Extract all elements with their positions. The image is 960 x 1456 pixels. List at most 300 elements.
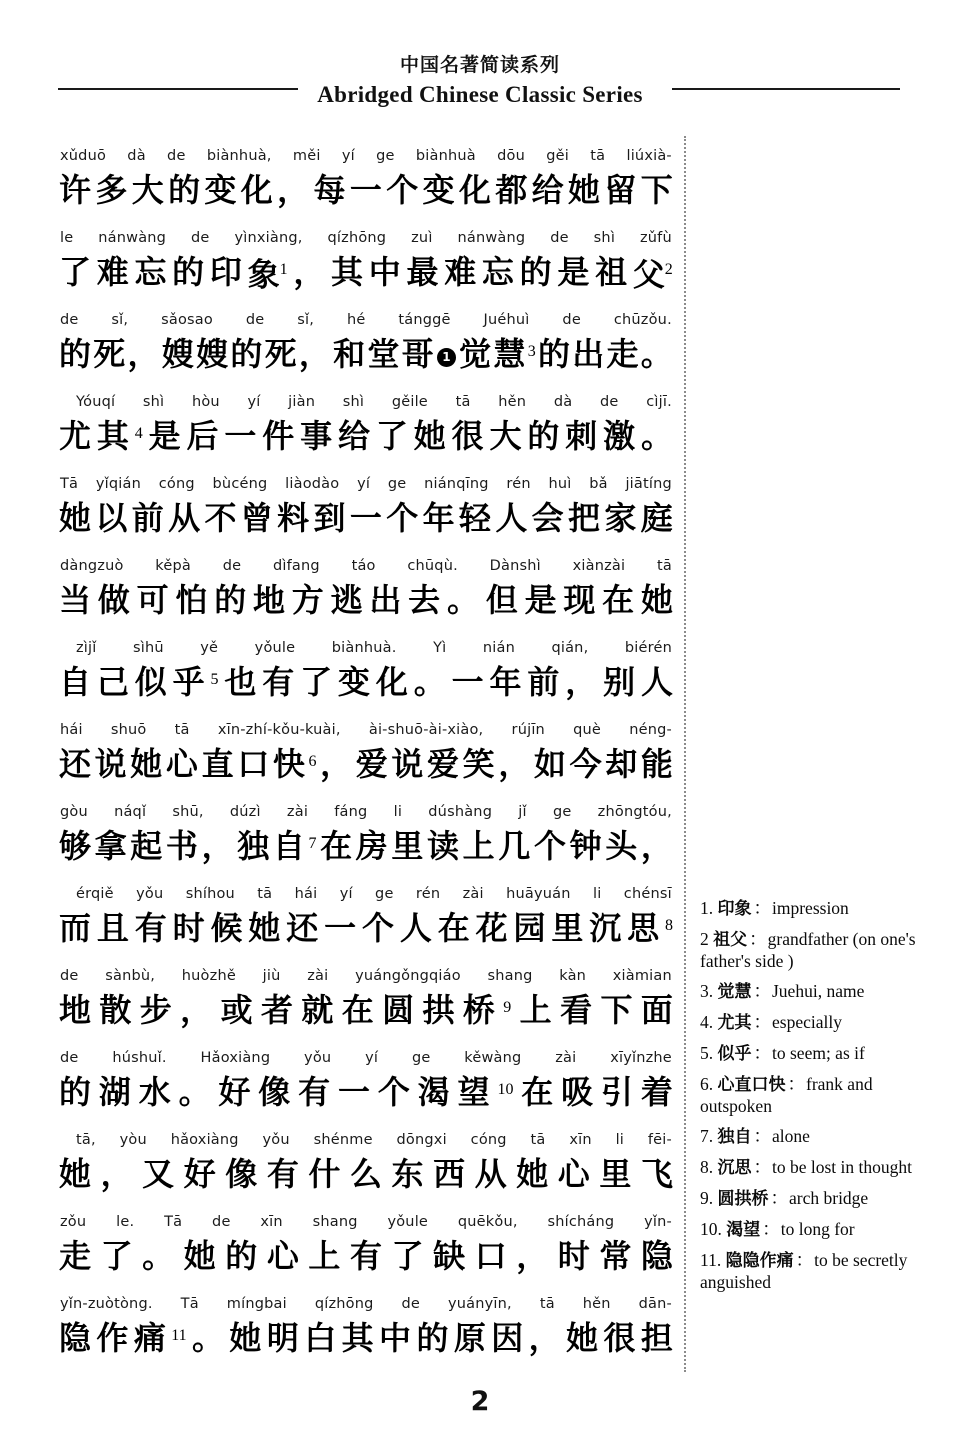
hanzi-char: 出 (572, 335, 605, 373)
hanzi-char: 痛 (133, 1319, 166, 1357)
pinyin-token: yí (341, 148, 355, 164)
hanzi-row (58, 492, 674, 544)
pinyin-token: Juéhuì (483, 312, 530, 328)
hanzi-char: 许 (59, 171, 92, 209)
hanzi-char: 是 (557, 253, 590, 291)
hanzi-char: 不 (204, 499, 237, 537)
pinyin-row (58, 304, 674, 328)
text-line (58, 550, 674, 632)
pinyin-row (58, 960, 674, 984)
hanzi-char: 她 (248, 909, 281, 947)
hanzi-char: 笑 (462, 745, 495, 783)
hanzi-char: 做 (97, 581, 130, 619)
glossary-number: 4. (700, 1012, 714, 1032)
pinyin-token: xīn (569, 1132, 592, 1148)
text-line (58, 304, 674, 386)
hanzi-char: ， (565, 663, 598, 701)
pinyin-row (58, 550, 674, 574)
hanzi-char: 从 (168, 499, 201, 537)
hanzi-char: 望 (457, 1073, 490, 1111)
pinyin-token: chūqù. (407, 558, 458, 574)
pinyin-token: rújīn (511, 722, 545, 738)
hanzi-char: 头 (605, 827, 638, 865)
hanzi-char: 时 (172, 909, 205, 947)
hanzi-char: 其 (341, 1319, 374, 1357)
pinyin-token: cóng (158, 476, 195, 492)
glossary-definition: Juehui, name (772, 981, 865, 1001)
glossary-term: 印象 (717, 899, 752, 919)
hanzi-char: 尤 (59, 417, 92, 455)
hanzi-char: 她 (413, 417, 446, 455)
hanzi-char: 原 (453, 1319, 486, 1357)
pinyin-token: xiàmian (612, 968, 672, 984)
hanzi-char: 书 (165, 827, 198, 865)
pinyin-token: quēkǒu, (457, 1214, 518, 1230)
hanzi-char: 散 (99, 991, 132, 1029)
pinyin-token: sǐ, (297, 312, 315, 328)
hanzi-char: ， (528, 1319, 561, 1357)
series-title-english: Abridged Chinese Classic Series (317, 82, 643, 107)
hanzi-row (58, 246, 674, 298)
pinyin-token: biànhuà, (206, 148, 272, 164)
hanzi-char: 似 (134, 663, 167, 701)
hanzi-char: 说 (391, 745, 424, 783)
hanzi-char: 是 (148, 417, 181, 455)
footnote-marker: 4 (134, 424, 143, 442)
pinyin-token: le (60, 230, 74, 246)
hanzi-char: 家 (604, 499, 637, 537)
pinyin-token: ge (376, 148, 395, 164)
hanzi-char: 会 (531, 499, 564, 537)
pinyin-token: yǒule (387, 1214, 429, 1230)
pinyin-token: yǐn- (644, 1214, 672, 1230)
hanzi-char: 的 (168, 171, 201, 209)
glossary-item (700, 1188, 922, 1210)
pinyin-token: xiànzài (572, 558, 626, 574)
hanzi-char: 去 (408, 581, 441, 619)
hanzi-char: 隐 (59, 1319, 92, 1357)
hanzi-char (308, 739, 316, 790)
glossary-separator: ： (787, 1074, 805, 1094)
hanzi-char: 难 (444, 253, 477, 291)
hanzi-char: 隐 (640, 1237, 673, 1275)
pinyin-token: ge (387, 476, 407, 492)
hanzi-char: 的 (537, 335, 570, 373)
glossary-number: 7. (700, 1126, 714, 1146)
glossary-item (700, 1043, 922, 1065)
hanzi-char: 里 (599, 1155, 632, 1193)
pinyin-token: Tā (60, 476, 79, 492)
hanzi-char: 爱 (355, 745, 388, 783)
hanzi-char: 年 (422, 499, 455, 537)
footnote-marker: 9 (503, 998, 512, 1016)
hanzi-char: 且 (96, 909, 129, 947)
hanzi-char: 变 (422, 171, 455, 209)
glossary-separator: ： (770, 1188, 788, 1208)
glossary-item (700, 1012, 922, 1034)
pinyin-token: yìnxiàng, (234, 230, 303, 246)
glossary-item (700, 1219, 922, 1241)
pinyin-token: gěile (391, 394, 428, 410)
hanzi-char: 堂 (367, 335, 400, 373)
pinyin-token: hé (346, 312, 366, 328)
glossary-separator: ： (762, 1219, 780, 1239)
hanzi-char: ， (127, 335, 160, 373)
pinyin-token: zuì (411, 230, 433, 246)
glossary-definition: to be lost in thought (772, 1157, 912, 1177)
pinyin-token: sǎosao (161, 312, 213, 328)
hanzi-char: 步 (139, 991, 172, 1029)
pinyin-token: niánqīng (424, 476, 489, 492)
hanzi-char: 够 (59, 827, 92, 865)
hanzi-char: 明 (266, 1319, 299, 1357)
pinyin-token: sìhū (133, 640, 164, 656)
glossary-term: 沉思 (717, 1158, 752, 1178)
hanzi-char: 。 (178, 1073, 211, 1111)
pinyin-token: néng- (629, 722, 672, 738)
pinyin-token: de (167, 148, 186, 164)
hanzi-char: 人 (495, 499, 528, 537)
hanzi-char: 有 (134, 909, 167, 947)
hanzi-char: 件 (262, 417, 295, 455)
hanzi-char: 她 (640, 581, 673, 619)
glossary-item (700, 1126, 922, 1148)
footnote-marker: 11 (171, 1326, 187, 1344)
hanzi-char: 爱 (427, 745, 460, 783)
hanzi-char: 每 (313, 171, 346, 209)
pinyin-token: zìjǐ (76, 640, 97, 656)
pinyin-token: shì (593, 230, 616, 246)
pinyin-token: shíhou (185, 886, 235, 902)
hanzi-char: 能 (640, 745, 673, 783)
glossary-definition: impression (772, 898, 849, 918)
hanzi-char: 在 (437, 909, 470, 947)
hanzi-char: 怕 (175, 581, 208, 619)
hanzi-char: 逃 (330, 581, 363, 619)
pinyin-token: yuányīn, (447, 1296, 512, 1312)
hanzi-char: 而 (59, 909, 92, 947)
hanzi-char: 嫂 (196, 335, 229, 373)
pinyin-token: xǔduō (60, 148, 107, 164)
text-line (58, 386, 674, 468)
hanzi-char (308, 821, 316, 872)
glossary-number: 1. (700, 898, 714, 918)
pinyin-token: qízhōng (327, 230, 387, 246)
hanzi-row (58, 1066, 674, 1118)
pinyin-token: yǒu (136, 886, 164, 902)
hanzi-char: 别 (603, 663, 636, 701)
pinyin-token: dōu (497, 148, 525, 164)
hanzi-char: 激 (603, 417, 636, 455)
hanzi-char (665, 903, 673, 954)
text-line (58, 1206, 674, 1288)
pinyin-token: dúshàng (428, 804, 493, 820)
hanzi-char (171, 1313, 186, 1364)
pinyin-token: hěn (498, 394, 527, 410)
pinyin-token: nánwàng (457, 230, 526, 246)
hanzi-char: 前 (131, 499, 164, 537)
hanzi-char: 说 (94, 745, 127, 783)
hanzi-char: 她 (516, 1155, 549, 1193)
hanzi-char: 口 (474, 1237, 507, 1275)
pinyin-token: biànhuà (415, 148, 476, 164)
glossary-term: 觉慧 (717, 982, 752, 1002)
pinyin-token: kàn (559, 968, 587, 984)
pinyin-token: zài (286, 804, 309, 820)
hanzi-char: 象$^1$ (247, 255, 288, 294)
hanzi-char: ， (201, 827, 234, 865)
pinyin-token: kěpà (155, 558, 191, 574)
pinyin-row (58, 878, 674, 902)
glossary-separator: ： (749, 929, 767, 949)
pinyin-token: xīyǐnzhe (610, 1050, 672, 1066)
hanzi-char: 曾 (240, 499, 273, 537)
pinyin-token: Tā (164, 1214, 183, 1230)
footnote-marker: 3 (527, 342, 536, 360)
hanzi-char: 中 (368, 253, 401, 291)
pinyin-row (58, 140, 674, 164)
pinyin-token: ge (375, 886, 394, 902)
pinyin-token: biànhuà. (331, 640, 397, 656)
hanzi-char: 出 (369, 581, 402, 619)
pinyin-token: yǒu (304, 1050, 332, 1066)
hanzi-char: 钟 (569, 827, 602, 865)
hanzi-char: 中 (379, 1319, 412, 1357)
glossary-separator: ： (753, 981, 771, 1001)
hanzi-char: 难 (96, 253, 129, 291)
hanzi-char: 作 (96, 1319, 129, 1357)
pinyin-row (58, 714, 674, 738)
pinyin-token: Yì (433, 640, 447, 656)
hanzi-char: 常 (599, 1237, 632, 1275)
pinyin-row (58, 1042, 674, 1066)
pinyin-row (58, 222, 674, 246)
hanzi-char: 一 (324, 909, 357, 947)
pinyin-token: hòu (191, 394, 220, 410)
hanzi-char: 她 (229, 1319, 262, 1357)
hanzi-char: 者 (260, 991, 293, 1029)
hanzi-char: 读 (427, 827, 460, 865)
text-line (58, 714, 674, 796)
pinyin-token: jiātíng (625, 476, 672, 492)
hanzi-char: ， (293, 253, 326, 291)
glossary-number: 10. (700, 1219, 722, 1239)
hanzi-char: 拿 (94, 827, 127, 865)
hanzi-char: 房 (355, 827, 388, 865)
hanzi-char: 死 (93, 335, 126, 373)
hanzi-char: 心 (165, 745, 198, 783)
glossary-term: 圆拱桥 (717, 1189, 769, 1209)
pinyin-row (58, 1124, 674, 1148)
pinyin-token: Yóuqí (76, 394, 116, 410)
pinyin-token: shì (342, 394, 365, 410)
glossary-term: 心直口快 (717, 1075, 786, 1095)
pinyin-token: liàodào (285, 476, 340, 492)
hanzi-char: 一 (349, 171, 382, 209)
hanzi-char: 有 (349, 1237, 382, 1275)
hanzi-char: 一 (224, 417, 257, 455)
text-line (58, 960, 674, 1042)
header-titles (0, 52, 960, 110)
hanzi-char: 。 (142, 1237, 175, 1275)
glossary-term: 尤其 (717, 1013, 752, 1033)
hanzi-char: 前 (527, 663, 560, 701)
hanzi-char: 慧 (493, 335, 526, 373)
pinyin-token: bùcéng (212, 476, 268, 492)
text-line (58, 632, 674, 714)
glossary-number: 8. (700, 1157, 714, 1177)
pinyin-token: xīn-zhí-kǒu-kuài, (217, 722, 341, 738)
hanzi-char: 当 (59, 581, 92, 619)
hanzi-char: 有 (262, 663, 295, 701)
hanzi-char: 大 (131, 171, 164, 209)
glossary-definition: especially (772, 1012, 842, 1032)
hanzi-char: 担 (640, 1319, 673, 1357)
hanzi-char: 地 (252, 581, 285, 619)
hanzi-char: 料 (277, 499, 310, 537)
hanzi-char: 父$^2$ (632, 255, 673, 294)
pinyin-token: de (222, 558, 242, 574)
hanzi-char: 或 (220, 991, 253, 1029)
hanzi-char: 己 (96, 663, 129, 701)
hanzi-char (135, 411, 143, 462)
hanzi-char: 心 (266, 1237, 299, 1275)
hanzi-char: 把 (568, 499, 601, 537)
text-line (58, 878, 674, 960)
hanzi-char: 到 (313, 499, 346, 537)
hanzi-char: 上 (462, 827, 495, 865)
hanzi-char: 个 (533, 827, 566, 865)
pinyin-token: hái (60, 722, 83, 738)
pinyin-token: de (212, 1214, 231, 1230)
hanzi-char: ， (180, 991, 213, 1029)
pinyin-token: tā (539, 1296, 555, 1312)
hanzi-char: 像 (225, 1155, 258, 1193)
hanzi-char: 的 (225, 1237, 258, 1275)
hanzi-char: 有 (266, 1155, 299, 1193)
hanzi-char: 她 (59, 499, 92, 537)
pinyin-token: nánwàng (98, 230, 167, 246)
text-line (58, 140, 674, 222)
hanzi-char: 嫂 (161, 335, 194, 373)
pinyin-token: tā (455, 394, 471, 410)
hanzi-char: 她 (183, 1237, 216, 1275)
pinyin-row (58, 1206, 674, 1230)
text-line (58, 468, 674, 550)
hanzi-row (58, 1148, 674, 1200)
pinyin-token: gòu (60, 804, 88, 820)
hanzi-char: 好 (218, 1073, 251, 1111)
pinyin-token: de (550, 230, 569, 246)
hanzi-char: 的 (59, 1073, 92, 1111)
glossary-term: 似乎 (717, 1044, 752, 1064)
hanzi-char: 在 (602, 581, 635, 619)
pinyin-token: dúzì (229, 804, 261, 820)
pinyin-token: ge (411, 1050, 431, 1066)
pinyin-token: qián, (551, 640, 589, 656)
pinyin-token: cìjī. (646, 394, 672, 410)
hanzi-char: 吸 (561, 1073, 594, 1111)
pinyin-token: nián (482, 640, 515, 656)
hanzi-char: 乎 (172, 663, 205, 701)
pinyin-token: míngbai (226, 1296, 287, 1312)
hanzi-char: 在 (341, 991, 374, 1029)
hanzi-char: ， (320, 745, 353, 783)
hanzi-char: 自 (272, 827, 305, 865)
text-line (58, 1124, 674, 1206)
pinyin-row (58, 796, 674, 820)
pinyin-token: yǒu (262, 1132, 290, 1148)
hanzi-char: 忘 (134, 253, 167, 291)
text-line (58, 1288, 674, 1370)
hanzi-char: 和 (333, 335, 366, 373)
glossary-item (700, 898, 922, 920)
pinyin-token: què (573, 722, 602, 738)
pinyin-token: yǐqián (95, 476, 142, 492)
pinyin-token: hěn (582, 1296, 611, 1312)
hanzi-char: 印 (209, 253, 242, 291)
hanzi-char: 地 (59, 991, 92, 1029)
footnote-marker: 5 (210, 670, 219, 688)
pinyin-token: li (615, 1132, 625, 1148)
hanzi-char: 湖 (98, 1073, 131, 1111)
pinyin-token: xīn (260, 1214, 283, 1230)
hanzi-char (528, 329, 536, 380)
pinyin-token: yí (365, 1050, 379, 1066)
pinyin-token: shénme (313, 1132, 373, 1148)
pinyin-token: de (245, 312, 265, 328)
hanzi-char: ， (298, 335, 331, 373)
pinyin-row (58, 632, 674, 656)
hanzi-char: 也 (224, 663, 257, 701)
glossary-item (700, 1074, 922, 1117)
glossary-separator: ： (753, 1043, 771, 1063)
hanzi-char: 方 (291, 581, 324, 619)
glossary-item (700, 1250, 922, 1293)
column-divider (684, 136, 686, 1372)
hanzi-char: 从 (474, 1155, 507, 1193)
pinyin-token: dān- (638, 1296, 672, 1312)
glossary-separator: ： (753, 898, 771, 918)
pinyin-token: ài-shuō-ài-xiào, (368, 722, 484, 738)
hanzi-char: 人 (640, 663, 673, 701)
hanzi-char: 。 (446, 581, 479, 619)
pinyin-token: liúxià- (626, 148, 672, 164)
hanzi-char: 事 (300, 417, 333, 455)
pinyin-token: le. (116, 1214, 135, 1230)
hanzi-char: 了 (300, 663, 333, 701)
hanzi-char: ， (277, 171, 310, 209)
pinyin-token: yòu (119, 1132, 147, 1148)
pinyin-token: qízhōng (314, 1296, 374, 1312)
hanzi-char: 里 (391, 827, 424, 865)
pinyin-token: de (191, 230, 210, 246)
hanzi-char: 现 (563, 581, 596, 619)
hanzi-char: 下 (600, 991, 633, 1029)
glossary-number: 11. (700, 1250, 722, 1270)
hanzi-char: 忘 (481, 253, 514, 291)
pinyin-token: zài (555, 1050, 577, 1066)
hanzi-char: 其 (96, 417, 129, 455)
pinyin-token: yí (357, 476, 371, 492)
series-title-chinese: 中国名著简读系列 (399, 54, 560, 76)
hanzi-char: 了 (59, 253, 92, 291)
hanzi-char: ， (516, 1237, 549, 1275)
glossary-definition: to long for (780, 1219, 855, 1239)
text-line (58, 1042, 674, 1124)
pinyin-token: dà (127, 148, 146, 164)
pinyin-token: dà (553, 394, 573, 410)
